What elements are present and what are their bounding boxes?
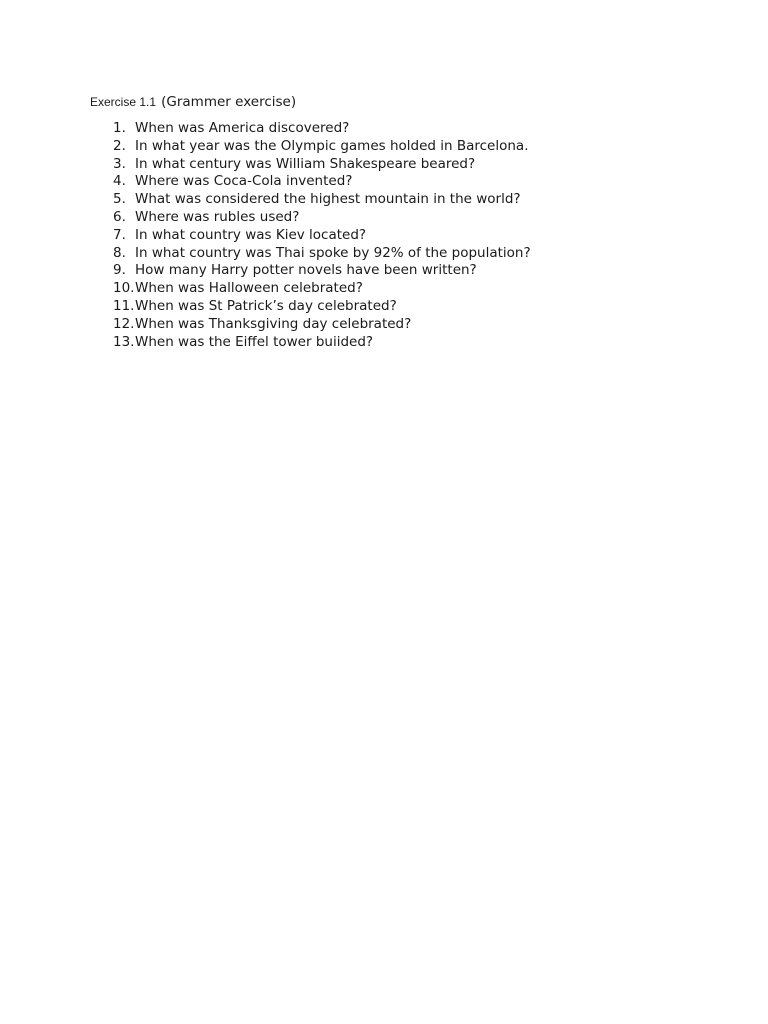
question-number: 6. [113, 208, 126, 225]
question-number: 4. [113, 173, 126, 190]
question-text: Where was Coca-Cola invented? [135, 173, 353, 190]
question-number: 2. [113, 137, 126, 154]
question-text: In what country was Kiev located? [135, 226, 367, 243]
question-number: 5. [113, 191, 126, 208]
exercise-label: Exercise 1.1 [90, 95, 157, 109]
question-text: When was St Patrick’s day celebrated? [135, 297, 397, 314]
question-text: When was America discovered? [135, 120, 350, 136]
exercise-heading [90, 92, 296, 111]
question-text: In what year was the Olympic games holded in Barcelona. [135, 137, 529, 154]
question-text: When was Halloween celebrated? [135, 280, 363, 297]
exercise-title: (Grammer exercise) [161, 94, 297, 110]
question-text: What was considered the highest mountain in the world? [135, 191, 521, 208]
question-number: 8. [113, 244, 126, 261]
question-text: When was the Eiffel tower buiided? [135, 333, 374, 350]
question-text: In what century was William Shakespeare beared? [135, 155, 476, 172]
question-text: In what country was Thai spoke by 92% of the population? [135, 244, 531, 261]
question-number: 7. [113, 226, 126, 243]
question-number: 3. [113, 155, 126, 172]
question-number: 12. [113, 315, 135, 332]
question-text: When was Thanksgiving day celebrated? [135, 315, 412, 332]
question-number: 10. [113, 280, 135, 297]
question-number: 13. [113, 333, 135, 350]
question-text: How many Harry potter novels have been written? [135, 262, 477, 279]
question-number: 11. [113, 297, 135, 314]
question-number: 9. [113, 262, 126, 279]
question-number: 1. [113, 120, 126, 136]
question-text: Where was rubles used? [135, 208, 300, 225]
